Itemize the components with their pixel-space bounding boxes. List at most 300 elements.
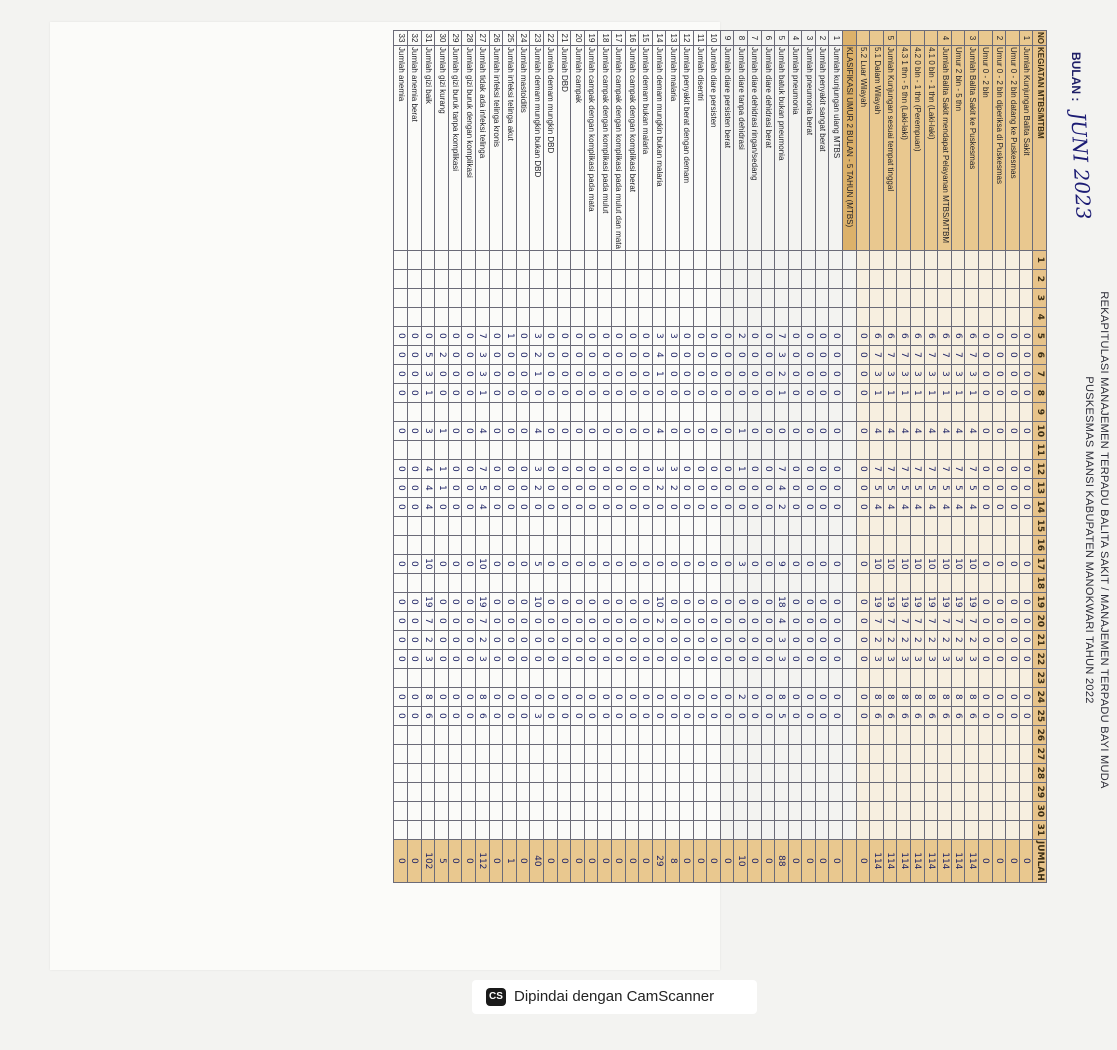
day-cell: 0 xyxy=(815,706,829,725)
day-cell xyxy=(911,744,925,763)
day-cell xyxy=(707,250,721,269)
day-cell: 0 xyxy=(788,383,802,402)
day-cell: 0 xyxy=(856,478,870,497)
day-cell: 0 xyxy=(802,554,816,573)
day-cell: 7 xyxy=(951,611,965,630)
day-cell: 0 xyxy=(815,459,829,478)
day-cell xyxy=(448,573,462,592)
day-cell xyxy=(761,573,775,592)
day-cell: 4 xyxy=(883,421,897,440)
day-cell: 0 xyxy=(516,459,530,478)
header-day: 11 xyxy=(1033,440,1047,459)
day-cell xyxy=(979,440,993,459)
day-cell: 0 xyxy=(584,630,598,649)
day-cell xyxy=(448,801,462,820)
day-cell: 0 xyxy=(571,611,585,630)
day-cell xyxy=(612,573,626,592)
day-cell: 0 xyxy=(462,554,476,573)
day-cell xyxy=(707,782,721,801)
day-cell xyxy=(775,307,789,326)
day-cell xyxy=(883,725,897,744)
table-header-row xyxy=(1033,31,1047,883)
day-cell xyxy=(938,725,952,744)
day-cell xyxy=(965,535,979,554)
day-cell: 0 xyxy=(829,345,843,364)
day-cell: 0 xyxy=(815,630,829,649)
day-cell: 0 xyxy=(516,687,530,706)
day-cell xyxy=(924,440,938,459)
row-total: 114 xyxy=(897,839,911,882)
day-cell xyxy=(612,516,626,535)
day-cell: 0 xyxy=(992,630,1006,649)
day-cell xyxy=(775,801,789,820)
day-cell: 0 xyxy=(761,497,775,516)
day-cell xyxy=(435,725,449,744)
day-cell xyxy=(815,269,829,288)
row-number: 26 xyxy=(489,31,503,46)
day-cell: 0 xyxy=(598,345,612,364)
day-cell xyxy=(951,801,965,820)
day-cell xyxy=(829,820,843,839)
day-cell xyxy=(965,573,979,592)
day-cell: 0 xyxy=(693,497,707,516)
day-cell xyxy=(571,801,585,820)
day-cell: 0 xyxy=(530,687,544,706)
table-row xyxy=(734,31,748,883)
row-label: Umur 0 - 2 bln xyxy=(979,46,993,251)
day-cell xyxy=(639,801,653,820)
day-cell: 4 xyxy=(421,459,435,478)
day-cell: 0 xyxy=(625,592,639,611)
day-cell: 0 xyxy=(598,383,612,402)
day-cell: 7 xyxy=(965,345,979,364)
day-cell: 0 xyxy=(503,649,517,668)
day-cell xyxy=(761,402,775,421)
day-cell xyxy=(1019,402,1033,421)
day-cell xyxy=(448,269,462,288)
day-cell: 0 xyxy=(856,345,870,364)
day-cell: 7 xyxy=(911,611,925,630)
day-cell xyxy=(911,516,925,535)
day-cell: 0 xyxy=(516,554,530,573)
day-cell: 0 xyxy=(829,326,843,345)
day-cell xyxy=(802,820,816,839)
day-cell xyxy=(924,820,938,839)
day-cell: 0 xyxy=(625,649,639,668)
day-cell xyxy=(1006,516,1020,535)
table-row xyxy=(815,31,829,883)
day-cell xyxy=(1019,288,1033,307)
day-cell xyxy=(924,763,938,782)
day-cell xyxy=(951,782,965,801)
day-cell xyxy=(761,801,775,820)
day-cell: 7 xyxy=(924,611,938,630)
day-cell xyxy=(951,288,965,307)
day-cell xyxy=(965,725,979,744)
day-cell xyxy=(775,440,789,459)
day-cell: 0 xyxy=(503,364,517,383)
day-cell: 3 xyxy=(530,459,544,478)
day-cell xyxy=(843,763,857,782)
day-cell: 5 xyxy=(530,554,544,573)
day-cell: 0 xyxy=(815,611,829,630)
day-cell xyxy=(462,535,476,554)
day-cell: 0 xyxy=(979,554,993,573)
day-cell xyxy=(503,573,517,592)
day-cell xyxy=(516,402,530,421)
day-cell xyxy=(584,440,598,459)
day-cell: 1 xyxy=(652,364,666,383)
day-cell: 0 xyxy=(829,687,843,706)
day-cell xyxy=(557,782,571,801)
day-cell xyxy=(924,307,938,326)
day-cell xyxy=(571,744,585,763)
day-cell: 0 xyxy=(693,459,707,478)
day-cell: 0 xyxy=(720,364,734,383)
day-cell: 0 xyxy=(489,554,503,573)
day-cell: 8 xyxy=(938,687,952,706)
day-cell: 0 xyxy=(557,687,571,706)
day-cell: 1 xyxy=(911,383,925,402)
day-cell xyxy=(734,288,748,307)
day-cell xyxy=(584,516,598,535)
day-cell: 1 xyxy=(924,383,938,402)
day-cell: 3 xyxy=(652,326,666,345)
day-cell xyxy=(476,535,490,554)
day-cell: 4 xyxy=(775,478,789,497)
day-cell xyxy=(679,668,693,687)
day-cell: 0 xyxy=(557,478,571,497)
day-cell xyxy=(802,535,816,554)
day-cell xyxy=(503,535,517,554)
day-cell: 0 xyxy=(448,478,462,497)
day-cell xyxy=(843,820,857,839)
day-cell xyxy=(476,307,490,326)
day-cell: 0 xyxy=(421,326,435,345)
day-cell xyxy=(965,440,979,459)
day-cell: 0 xyxy=(503,497,517,516)
row-number xyxy=(951,31,965,46)
day-cell xyxy=(666,820,680,839)
day-cell xyxy=(856,763,870,782)
day-cell xyxy=(679,250,693,269)
day-cell xyxy=(530,269,544,288)
row-label: 4.1 0 bln - 1 thn (Laki-laki) xyxy=(924,46,938,251)
day-cell: 0 xyxy=(679,611,693,630)
day-cell: 0 xyxy=(544,421,558,440)
day-cell xyxy=(666,573,680,592)
day-cell: 0 xyxy=(571,630,585,649)
day-cell xyxy=(734,440,748,459)
header-day: 29 xyxy=(1033,782,1047,801)
day-cell: 0 xyxy=(639,459,653,478)
row-number: 31 xyxy=(421,31,435,46)
row-number: 5 xyxy=(883,31,897,46)
day-cell: 7 xyxy=(897,611,911,630)
day-cell xyxy=(938,307,952,326)
header-day: 5 xyxy=(1033,326,1047,345)
day-cell xyxy=(489,801,503,820)
day-cell: 2 xyxy=(734,687,748,706)
row-label: Jumlah Balita Sakit ke Puskesmas xyxy=(965,46,979,251)
table-row xyxy=(951,31,965,883)
row-label: Jumlah anemia berat xyxy=(408,46,422,251)
day-cell: 3 xyxy=(911,649,925,668)
day-cell xyxy=(707,269,721,288)
day-cell: 1 xyxy=(530,364,544,383)
day-cell: 0 xyxy=(503,421,517,440)
day-cell: 8 xyxy=(911,687,925,706)
day-cell xyxy=(557,573,571,592)
day-cell: 0 xyxy=(992,326,1006,345)
day-cell: 0 xyxy=(584,345,598,364)
day-cell: 0 xyxy=(612,383,626,402)
day-cell: 0 xyxy=(639,497,653,516)
day-cell: 2 xyxy=(883,630,897,649)
day-cell: 0 xyxy=(666,687,680,706)
table-row xyxy=(652,31,666,883)
day-cell xyxy=(435,269,449,288)
day-cell xyxy=(489,573,503,592)
day-cell: 0 xyxy=(747,649,761,668)
day-cell xyxy=(625,573,639,592)
day-cell xyxy=(856,535,870,554)
day-cell: 7 xyxy=(951,345,965,364)
day-cell: 0 xyxy=(612,554,626,573)
day-cell xyxy=(693,820,707,839)
header-day: 20 xyxy=(1033,611,1047,630)
day-cell xyxy=(516,763,530,782)
day-cell xyxy=(911,440,925,459)
day-cell xyxy=(625,801,639,820)
day-cell xyxy=(421,402,435,421)
day-cell: 2 xyxy=(911,630,925,649)
day-cell xyxy=(802,402,816,421)
day-cell: 0 xyxy=(598,630,612,649)
day-cell xyxy=(408,573,422,592)
day-cell xyxy=(476,782,490,801)
day-cell: 0 xyxy=(666,345,680,364)
camscanner-logo: CS xyxy=(486,988,506,1006)
day-cell xyxy=(693,516,707,535)
day-cell xyxy=(843,573,857,592)
day-cell: 0 xyxy=(979,611,993,630)
day-cell: 10 xyxy=(870,554,884,573)
day-cell: 0 xyxy=(1006,592,1020,611)
day-cell: 0 xyxy=(584,421,598,440)
day-cell: 4 xyxy=(965,421,979,440)
day-cell xyxy=(897,440,911,459)
day-cell: 0 xyxy=(734,649,748,668)
day-cell xyxy=(666,402,680,421)
day-cell: 0 xyxy=(503,554,517,573)
day-cell xyxy=(747,820,761,839)
day-cell: 7 xyxy=(911,459,925,478)
day-cell xyxy=(707,440,721,459)
row-label: Jumlah gizi baik xyxy=(421,46,435,251)
day-cell xyxy=(802,668,816,687)
day-cell xyxy=(897,668,911,687)
header-day: 17 xyxy=(1033,554,1047,573)
day-cell xyxy=(557,250,571,269)
row-label: 4.3 1 thn - 5 thn (Laki-laki) xyxy=(897,46,911,251)
day-cell: 0 xyxy=(1006,478,1020,497)
row-number: 2 xyxy=(815,31,829,46)
day-cell xyxy=(938,288,952,307)
day-cell xyxy=(584,573,598,592)
day-cell: 10 xyxy=(965,554,979,573)
day-cell xyxy=(979,250,993,269)
row-label: Jumlah gizi buruk tanpa komplikasi xyxy=(448,46,462,251)
day-cell xyxy=(612,668,626,687)
day-cell xyxy=(761,725,775,744)
day-cell: 0 xyxy=(408,421,422,440)
day-cell: 0 xyxy=(1006,630,1020,649)
day-cell: 0 xyxy=(571,478,585,497)
day-cell: 0 xyxy=(571,421,585,440)
day-cell: 3 xyxy=(421,649,435,668)
day-cell xyxy=(1006,573,1020,592)
day-cell xyxy=(951,535,965,554)
table-row xyxy=(693,31,707,883)
day-cell xyxy=(612,744,626,763)
day-cell xyxy=(897,307,911,326)
day-cell xyxy=(883,820,897,839)
day-cell xyxy=(598,307,612,326)
day-cell: 0 xyxy=(979,497,993,516)
day-cell: 0 xyxy=(503,611,517,630)
day-cell: 0 xyxy=(802,592,816,611)
row-total: 0 xyxy=(829,839,843,882)
day-cell xyxy=(557,801,571,820)
day-cell: 0 xyxy=(815,383,829,402)
day-cell xyxy=(911,820,925,839)
row-total: 0 xyxy=(462,839,476,882)
day-cell xyxy=(965,269,979,288)
day-cell: 0 xyxy=(612,630,626,649)
day-cell: 3 xyxy=(870,364,884,383)
day-cell: 0 xyxy=(598,478,612,497)
day-cell: 0 xyxy=(788,421,802,440)
header-day: 6 xyxy=(1033,345,1047,364)
day-cell xyxy=(938,573,952,592)
day-cell: 10 xyxy=(476,554,490,573)
day-cell xyxy=(571,402,585,421)
day-cell: 0 xyxy=(829,592,843,611)
day-cell xyxy=(747,573,761,592)
day-cell: 4 xyxy=(897,497,911,516)
day-cell: 5 xyxy=(476,478,490,497)
day-cell xyxy=(938,516,952,535)
day-cell xyxy=(747,250,761,269)
day-cell: 0 xyxy=(679,497,693,516)
day-cell: 6 xyxy=(911,706,925,725)
day-cell xyxy=(557,820,571,839)
row-label: Jumlah campak dengan komplikasi pada mulut dan mata xyxy=(612,46,626,251)
header-day: 7 xyxy=(1033,364,1047,383)
day-cell xyxy=(462,573,476,592)
day-cell xyxy=(965,288,979,307)
day-cell: 0 xyxy=(1019,630,1033,649)
day-cell xyxy=(883,440,897,459)
day-cell xyxy=(489,820,503,839)
table-row xyxy=(503,31,517,883)
day-cell: 0 xyxy=(979,383,993,402)
day-cell xyxy=(924,573,938,592)
day-cell xyxy=(761,668,775,687)
day-cell: 2 xyxy=(734,326,748,345)
day-cell: 0 xyxy=(707,478,721,497)
day-cell xyxy=(829,535,843,554)
day-cell: 0 xyxy=(802,459,816,478)
day-cell xyxy=(802,288,816,307)
day-cell xyxy=(462,516,476,535)
day-cell xyxy=(408,782,422,801)
day-cell: 0 xyxy=(734,345,748,364)
day-cell: 0 xyxy=(734,478,748,497)
day-cell xyxy=(666,744,680,763)
day-cell: 0 xyxy=(693,630,707,649)
day-cell xyxy=(544,725,558,744)
day-cell: 0 xyxy=(1019,687,1033,706)
day-cell: 0 xyxy=(761,554,775,573)
day-cell xyxy=(1019,820,1033,839)
day-cell: 2 xyxy=(530,478,544,497)
day-cell xyxy=(476,725,490,744)
table-row xyxy=(489,31,503,883)
day-cell xyxy=(679,725,693,744)
day-cell xyxy=(503,269,517,288)
day-cell xyxy=(693,668,707,687)
day-cell: 2 xyxy=(938,630,952,649)
day-cell xyxy=(435,668,449,687)
day-cell xyxy=(979,288,993,307)
day-cell: 0 xyxy=(761,687,775,706)
day-cell xyxy=(761,820,775,839)
day-cell: 0 xyxy=(761,459,775,478)
day-cell xyxy=(802,516,816,535)
day-cell xyxy=(448,402,462,421)
row-label: Jumlah Kunjungan Balita Sakit xyxy=(1019,46,1033,251)
day-cell xyxy=(679,573,693,592)
day-cell: 10 xyxy=(897,554,911,573)
row-number: 15 xyxy=(639,31,653,46)
day-cell: 0 xyxy=(693,592,707,611)
row-total: 0 xyxy=(707,839,721,882)
row-number: 17 xyxy=(612,31,626,46)
day-cell xyxy=(639,820,653,839)
day-cell xyxy=(1019,801,1033,820)
table-row xyxy=(911,31,925,883)
day-cell: 3 xyxy=(951,364,965,383)
day-cell xyxy=(530,744,544,763)
day-cell xyxy=(557,402,571,421)
day-cell: 2 xyxy=(965,630,979,649)
day-cell xyxy=(612,763,626,782)
day-cell xyxy=(557,288,571,307)
day-cell xyxy=(1019,269,1033,288)
day-cell xyxy=(815,535,829,554)
day-cell xyxy=(979,307,993,326)
day-cell: 1 xyxy=(435,478,449,497)
day-cell xyxy=(897,516,911,535)
day-cell: 3 xyxy=(666,326,680,345)
day-cell: 0 xyxy=(679,630,693,649)
day-cell xyxy=(788,250,802,269)
day-cell: 0 xyxy=(747,364,761,383)
day-cell: 1 xyxy=(503,326,517,345)
day-cell: 0 xyxy=(489,364,503,383)
